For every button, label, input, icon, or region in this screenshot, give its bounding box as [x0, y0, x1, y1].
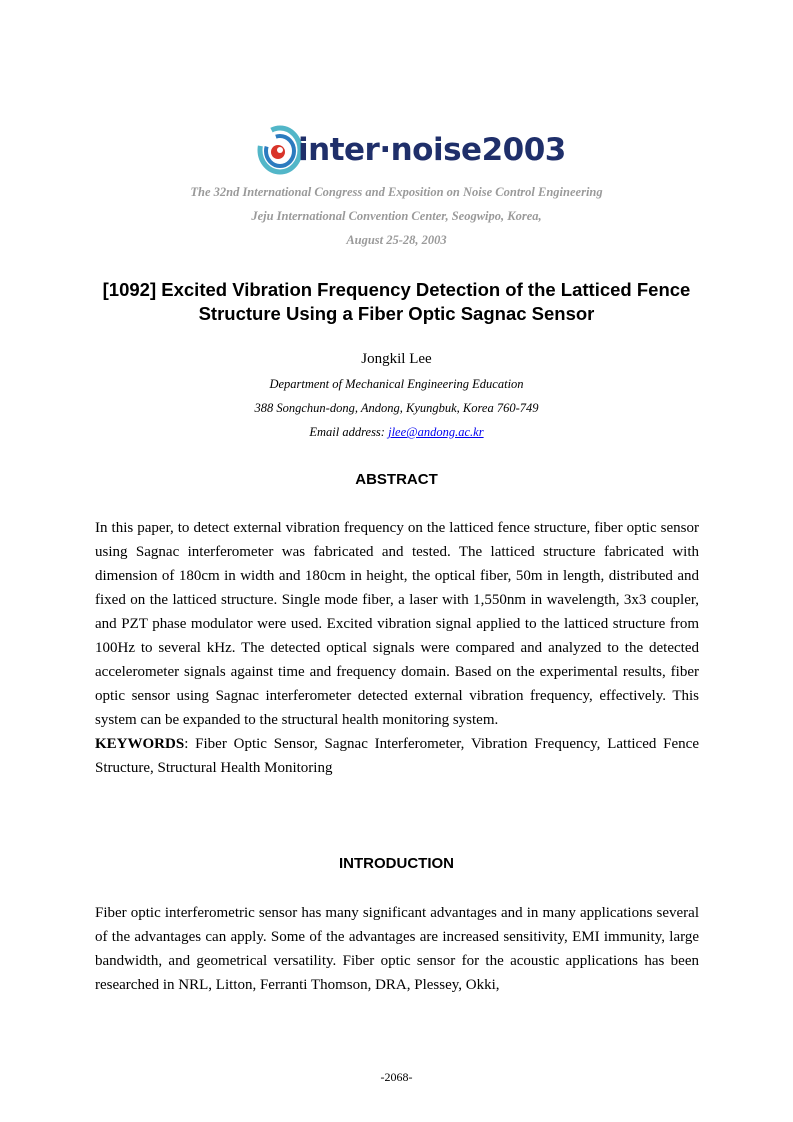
abstract-body: In this paper, to detect external vibration frequency on the latticed fence structure, fiber optic sensor using Sagnac interferometer was fabricated and tested. The latticed structure fabricated with dimension of 180cm in width and 180cm in height, the optical fiber, 50m in length, distributed and fixed on the latticed structure. Single mode fiber, a laser with 1,550nm in wavelength, 3x3 coupler, and PZT phase modulator were used. Excited vibration signal applied to the latticed structure from 100Hz to several kHz. The detected optical signals were compared and analyzed to the detected accelerometer signals against time and frequency domain. Based on the experimental results, fiber optic sensor using Sagnac interferometer detected external vibration frequency, effectively. This system can be expanded to the structural health monitoring system.: [95, 520, 699, 728]
author-email-line: [0, 425, 793, 440]
conference-name: The 32nd International Congress and Exposition on Noise Control Engineering: [190, 185, 603, 199]
keywords-label: KEYWORDS: [95, 736, 185, 752]
logo-wordmark: inter·noise2003: [298, 132, 566, 168]
paper-title-line-2: Structure Using a Fiber Optic Sagnac Sensor: [198, 303, 595, 324]
introduction-body: Fiber optic interferometric sensor has many significant advantages and in many applications several of the advantages can apply. Some of the advantages are increased sensitivity, EMI immunity, large bandwidth, and geometrical versatility. Fiber optic sensor for the acoustic applications has been researched in NRL, Litton, Ferranti Thomson, DRA, Plessey, Okki,: [95, 905, 699, 993]
keywords-list: : Fiber Optic Sensor, Sagnac Interferometer, Vibration Frequency, Latticed Fence Structure, Structural Health Monitoring: [95, 736, 699, 776]
email-label: Email address:: [309, 425, 389, 439]
page-number: -2068-: [380, 1070, 413, 1084]
author-department: Department of Mechanical Engineering Education: [269, 377, 524, 391]
keywords-paragraph: [95, 732, 699, 780]
author-name: Jongkil Lee: [361, 351, 432, 367]
abstract-section: [95, 516, 699, 780]
introduction-section: [95, 901, 699, 997]
conference-dates: August 25-28, 2003: [346, 233, 447, 247]
paper-title-line-1: [1092] Excited Vibration Frequency Detection of the Latticed Fence: [102, 279, 691, 300]
introduction-heading: INTRODUCTION: [339, 855, 454, 872]
email-link[interactable]: jlee@andong.ac.kr: [388, 425, 484, 439]
abstract-heading: ABSTRACT: [355, 471, 438, 488]
author-address: 388 Songchun-dong, Andong, Kyungbuk, Korea 760-749: [254, 401, 539, 415]
conference-logo: [256, 122, 566, 178]
paper-title: [60, 278, 733, 326]
conference-venue: Jeju International Convention Center, Seogwipo, Korea,: [251, 209, 542, 223]
